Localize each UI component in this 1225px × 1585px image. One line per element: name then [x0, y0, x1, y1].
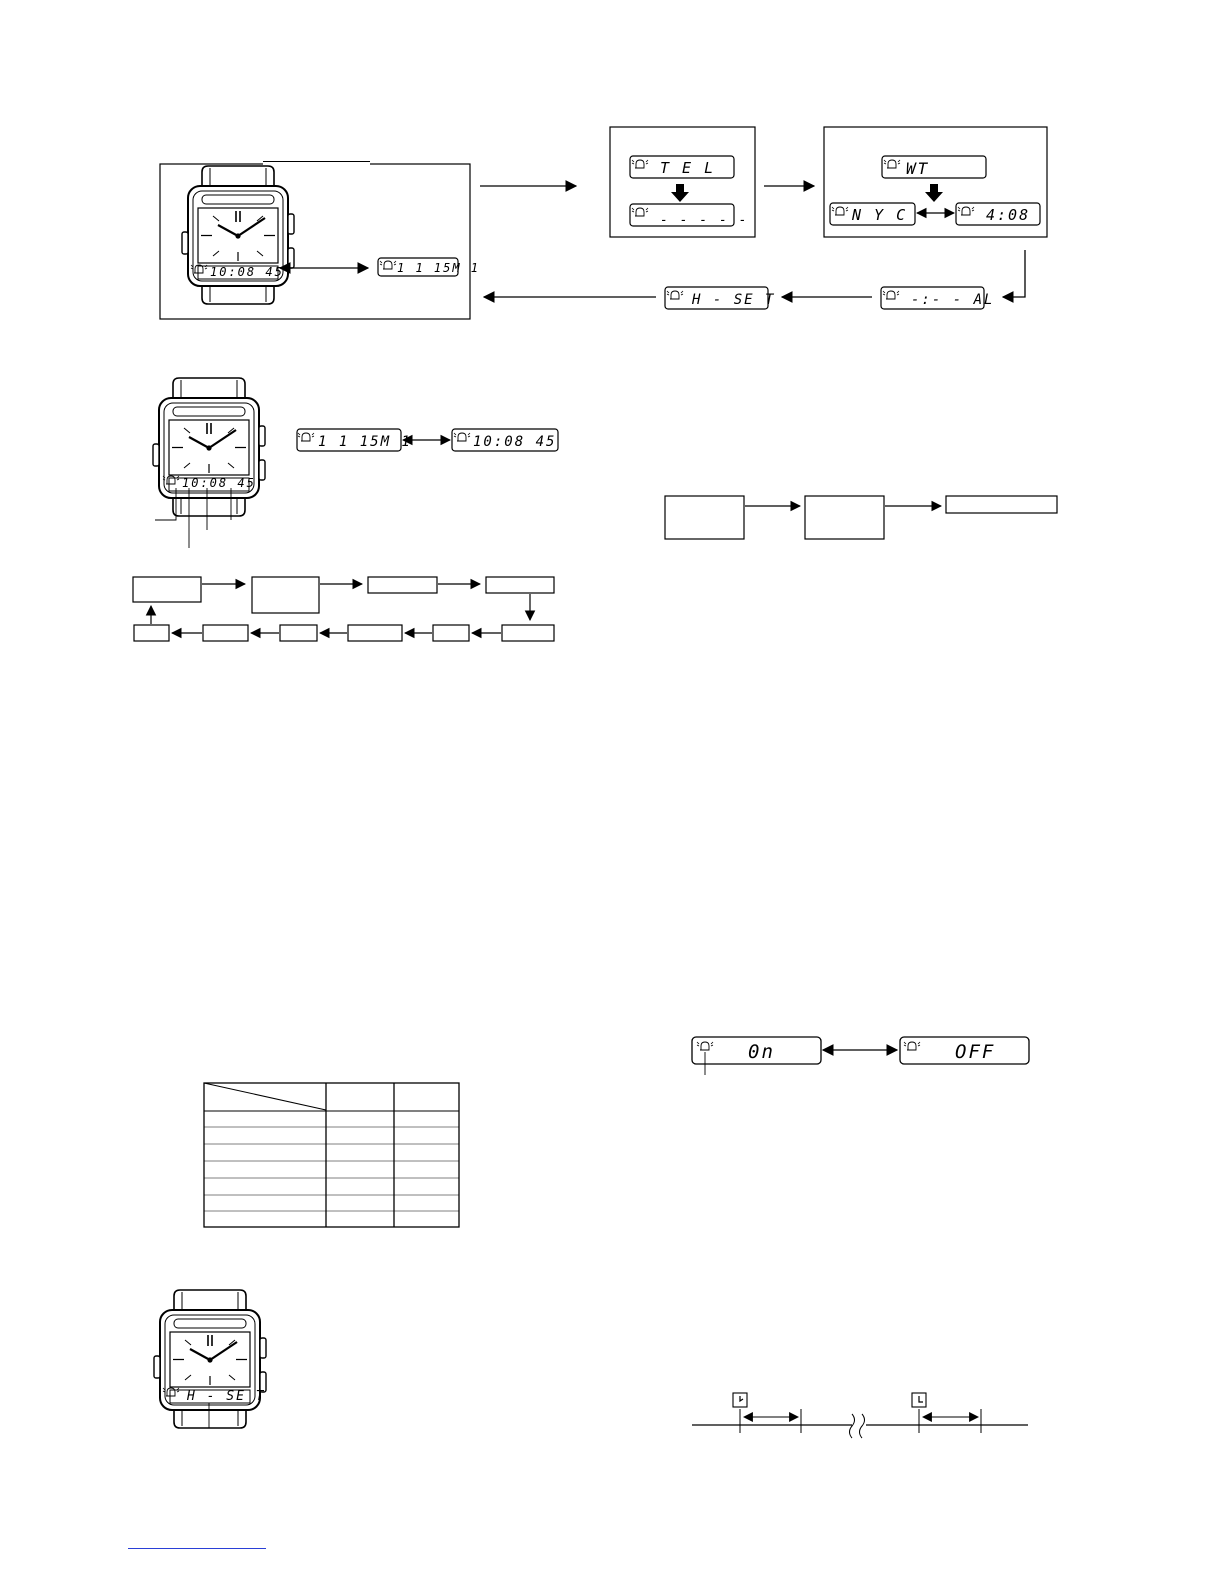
- world-time-mode-box: [824, 127, 1047, 237]
- flow-box: [946, 496, 1057, 513]
- footer-link-underline[interactable]: [128, 1548, 266, 1559]
- lcd-date-display: [378, 258, 480, 276]
- hourly-set-text: H - SE T: [692, 292, 776, 308]
- timekeeping-diagram: [133, 378, 558, 641]
- sequence-box: [134, 625, 169, 641]
- watch-illustration-timekeeping: [153, 378, 265, 516]
- city-time: 4:08: [986, 206, 1031, 224]
- watch-illustration-main: [182, 166, 294, 304]
- alarm-off-text: OFF: [955, 1041, 996, 1063]
- lcd-alarm-display: [881, 287, 994, 309]
- flow-box: [805, 496, 884, 539]
- down-arrow-icon: [671, 184, 689, 202]
- sequence-box: [433, 625, 469, 641]
- tk-date-display: 1 1 15M 1: [318, 434, 412, 450]
- sequence-box: [368, 577, 437, 593]
- sequence-box: [486, 577, 554, 593]
- telememo-mode-box: [610, 127, 755, 237]
- watch-time-readout: 10:08 45: [182, 476, 256, 490]
- sequence-box: [280, 625, 317, 641]
- setting-flow-right: [665, 496, 1057, 539]
- city-code: N Y C: [852, 206, 908, 224]
- sequence-box: [348, 625, 402, 641]
- hourly-watch-display: H - SE T: [187, 1389, 266, 1404]
- sequence-box: [252, 577, 319, 613]
- alarm-text: -:- - AL: [911, 292, 995, 308]
- tel-label: T E L: [660, 159, 716, 177]
- date-display-text: 1 1 15M 1: [397, 261, 481, 275]
- sequence-box: [502, 625, 554, 641]
- mode-flow-diagram: [160, 127, 1047, 319]
- tk-time-display: 10:08 45: [473, 434, 557, 450]
- down-arrow-icon: [925, 184, 943, 202]
- tel-dashes: - - - - -: [660, 213, 749, 228]
- hourly-watch-illustration: [154, 1290, 266, 1428]
- flow-box: [665, 496, 744, 539]
- timeline-diagram: [692, 1393, 1028, 1438]
- main-watch-time: 10:08 45: [210, 265, 284, 279]
- sequence-box: [203, 625, 248, 641]
- lcd-hourly-set-display: [665, 287, 775, 309]
- sequence-box: [133, 577, 201, 602]
- wt-label: WT: [906, 159, 930, 178]
- alarm-toggle-diagram: [692, 1037, 1029, 1075]
- info-table: [204, 1083, 459, 1227]
- alarm-on-text: 0n: [748, 1041, 775, 1063]
